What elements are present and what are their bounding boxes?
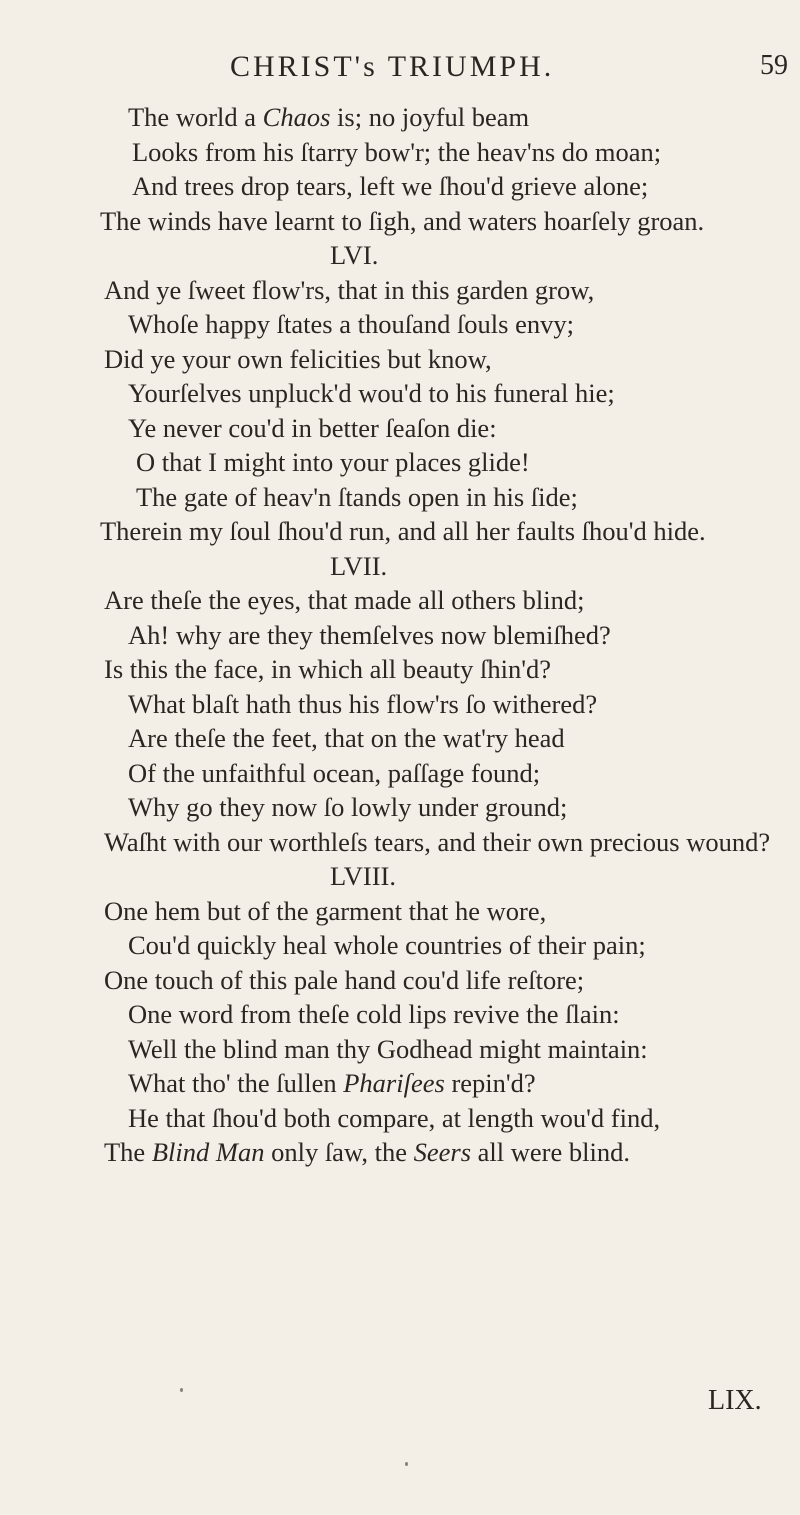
running-head: CHRIST's TRIUMPH. (230, 50, 555, 83)
poem-line: Cou'd quickly heal whole countries of their pain; (128, 930, 646, 960)
poem-line: Ye never cou'd in better ſeaſon die: (128, 412, 497, 443)
poem-line: Well the blind man thy Godhead might maintain: (128, 1033, 648, 1064)
poem-line: One touch of this pale hand cou'd life reſtore; (104, 964, 585, 995)
poem-line: And trees drop tears, left we ſhou'd grieve alone; (132, 171, 649, 201)
poem-line: The winds have learnt to ſigh, and waters hoarſely groan. (100, 205, 705, 236)
page-header (0, 50, 800, 90)
poem-line: One word from theſe cold lips revive the ſlain: (128, 999, 620, 1029)
poem-line: The Blind Man only ſaw, the Seers all were blind. (104, 1137, 630, 1167)
ink-speck (405, 1462, 408, 1466)
poem-line: The gate of heav'n ſtands open in his ſide; (136, 481, 578, 512)
poem-line: Ah! why are they themſelves now blemiſhed? (128, 619, 611, 650)
poem-line: Looks from his ſtarry bow'r; the heav'ns do moan; (132, 136, 662, 167)
poem-line: Yourſelves unpluck'd wou'd to his funeral hie; (128, 378, 615, 408)
stanza-numeral: LVI. (330, 240, 379, 270)
catchword: LIX. (708, 1385, 762, 1416)
poem-line: What blaſt hath thus his flow'rs ſo withered? (128, 688, 598, 719)
poem-line: What tho' the ſullen Phariſees repin'd? (128, 1068, 536, 1098)
poem-line: And ye ſweet flow'rs, that in this garden grow, (104, 274, 595, 305)
poem-line: O that I might into your places glide! (136, 447, 530, 477)
poem-line: Is this the face, in which all beauty ſhin'd? (104, 654, 552, 684)
poem-line: Are theſe the eyes, that made all others blind; (104, 585, 585, 615)
poem-line: Waſht with our worthleſs tears, and their own precious wound? (104, 826, 771, 857)
poem-line: Therein my ſoul ſhou'd run, and all her faults ſhou'd hide. (100, 516, 706, 546)
poem-line: One hem but of the garment that he wore, (104, 895, 547, 926)
stanza-numeral: LVII. (330, 550, 388, 581)
poem-line: Why go they now ſo lowly under ground; (128, 792, 568, 822)
poem-line: Are theſe the feet, that on the wat'ry head (128, 723, 565, 753)
poem-line: Did ye your own felicities but know, (104, 343, 492, 374)
poem-body (0, 100, 800, 1170)
poem-line: Whoſe happy ſtates a thouſand ſouls envy; (128, 309, 574, 339)
poem-line: The world a Chaos is; no joyful beam (128, 102, 530, 132)
poem-line: Of the unfaithful ocean, paſſage found; (128, 757, 541, 788)
poem-line: He that ſhou'd both compare, at length wou'd find, (128, 1102, 661, 1133)
page-number: 59 (760, 50, 788, 81)
stanza-numeral: LVIII. (330, 861, 396, 891)
stanza-list (0, 238, 800, 1170)
ink-speck (180, 1388, 183, 1392)
